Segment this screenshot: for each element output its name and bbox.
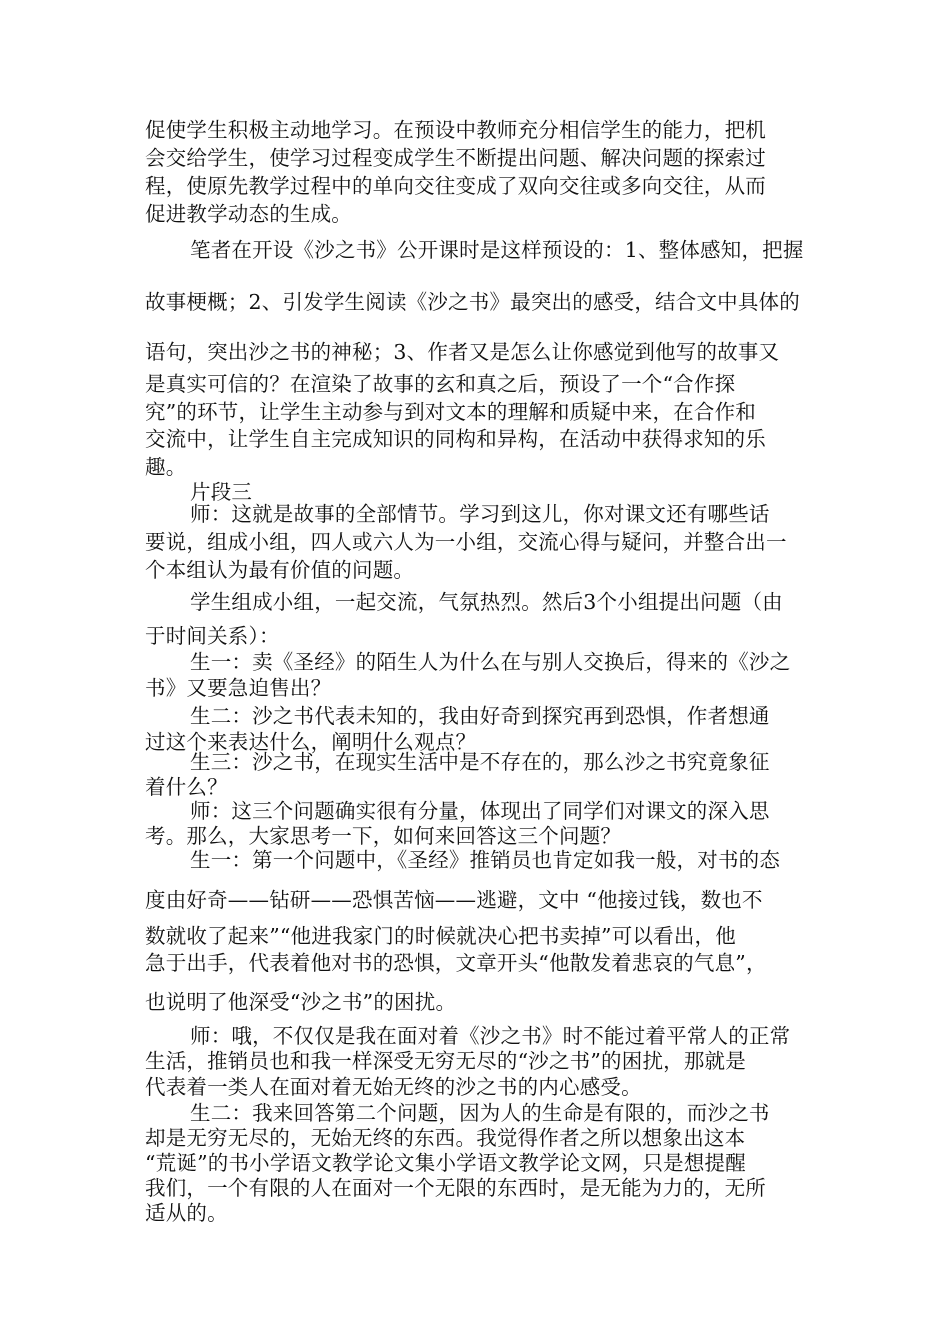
text-line: 过这个来表达什么，阐明什么观点？: [145, 730, 477, 754]
text-line: “荒诞”的书小学语文教学论文集小学语文教学论文网，只是想提醒: [145, 1151, 746, 1175]
text-line: 度由好奇——钻研——恐惧苦恼——逃避，文中 “他接过钱，数也不: [145, 888, 763, 912]
text-line: 生一：第一个问题中，《圣经》推销员也肯定如我一般，对书的态: [190, 848, 781, 872]
text-line: 生二：我来回答第二个问题，因为人的生命是有限的，而沙之书: [190, 1101, 770, 1125]
text-line: 笔者在开设《沙之书》公开课时是这样预设的：1、整体感知，把握: [190, 238, 804, 262]
section-heading: 片段三: [190, 480, 253, 504]
text-line: 生三：沙之书，在现实生活中是不存在的，那么沙之书究竟象征: [190, 750, 770, 774]
text-line: 生一：卖《圣经》的陌生人为什么在与别人交换后，得来的《沙之: [190, 650, 791, 674]
text-line: 生活，推销员也和我一样深受无穷无尽的“沙之书”的困扰，那就是: [145, 1049, 746, 1073]
text-line: 故事梗概；2、引发学生阅读《沙之书》最突出的感受，结合文中具体的: [145, 290, 800, 314]
text-line: 于时间关系）：: [145, 624, 280, 648]
text-line: 促使学生积极主动地学习。在预设中教师充分相信学生的能力，把机: [145, 118, 766, 142]
text-line: 会交给学生，使学习过程变成学生不断提出问题、解决问题的探索过: [145, 146, 766, 170]
text-line: 是真实可信的？在渲染了故事的玄和真之后，预设了一个“合作探: [145, 372, 736, 396]
text-line: 语句，突出沙之书的神秘；3、作者又是怎么让你感觉到他写的故事又: [145, 340, 780, 364]
text-line: 我们，一个有限的人在面对一个无限的东西时，是无能为力的，无所: [145, 1176, 766, 1200]
text-line: 要说，组成小组，四人或六人为一小组，交流心得与疑问，并整合出一: [145, 530, 787, 554]
text-line: 急于出手，代表着他对书的恐惧，文章开头“他散发着悲哀的气息”，: [145, 951, 767, 975]
text-line: 生二：沙之书代表未知的，我由好奇到探究再到恐惧，作者想通: [190, 704, 770, 728]
text-line: 促进教学动态的生成。: [145, 202, 352, 226]
text-line: 师：哦，不仅仅是我在面对着《沙之书》时不能过着平常人的正常: [190, 1024, 791, 1048]
text-line: 师：这三个问题确实很有分量，体现出了同学们对课文的深入思: [190, 799, 770, 823]
text-line: 学生组成小组，一起交流，气氛热烈。然后3个小组提出问题（由: [190, 590, 783, 614]
text-line: 却是无穷无尽的，无始无终的东西。我觉得作者之所以想象出这本: [145, 1126, 746, 1150]
text-line: 代表着一类人在面对着无始无终的沙之书的内心感受。: [145, 1075, 642, 1099]
text-line: 书》又要急迫售出？: [145, 676, 332, 700]
text-line: 交流中，让学生自主完成知识的同构和异构，在活动中获得求知的乐: [145, 427, 766, 451]
text-line: 数就收了起来”“他进我家门的时候就决心把书卖掉”可以看出，他: [145, 924, 736, 948]
text-line: 趣。: [145, 455, 187, 479]
text-line: 着什么？: [145, 775, 228, 799]
text-line: 适从的。: [145, 1201, 228, 1225]
text-line: 个本组认为最有价值的问题。: [145, 558, 415, 582]
text-line: 究”的环节，让学生主动参与到对文本的理解和质疑中来，在合作和: [145, 400, 756, 424]
text-line: 程，使原先教学过程中的单向交往变成了双向交往或多向交往，从而: [145, 174, 766, 198]
text-line: 也说明了他深受“沙之书”的困扰。: [145, 990, 457, 1014]
text-line: 考。那么，大家思考一下，如何来回答这三个问题？: [145, 824, 622, 848]
text-line: 师：这就是故事的全部情节。学习到这儿，你对课文还有哪些话: [190, 502, 770, 526]
